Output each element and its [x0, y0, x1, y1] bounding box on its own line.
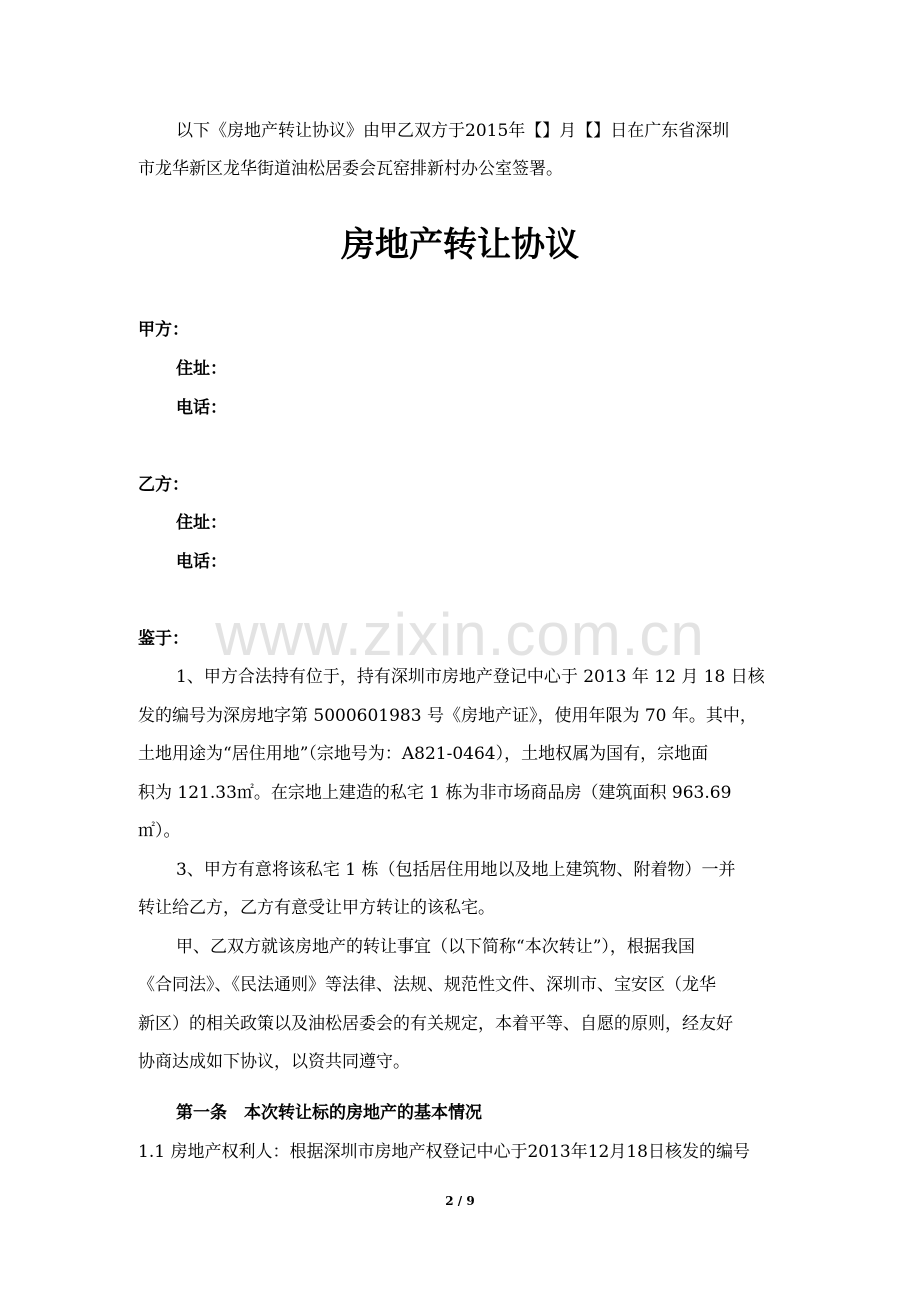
whereas-p1-line: 积为 121.33㎡。在宗地上建造的私宅 1 栋为非市场商品房（建筑面积 963.69 [138, 783, 732, 803]
whereas-p1-line: 1、甲方合法持有位于，持有深圳市房地产登记中心于 2013 年 12 月 18 日核 [176, 667, 765, 687]
whereas-p2-line: 3、甲方有意将该私宅 1 栋（包括居住用地以及地上建筑物、附着物）一并 [176, 860, 736, 880]
whereas-p3-line: 《合同法》、《民法通则》等法律、法规、规范性文件、深圳市、宝安区（龙华 [138, 975, 716, 995]
article-1-line-1: 1.1 房地产权利人：根据深圳市房地产权登记中心于2013年12月18日核发的编号 [138, 1142, 750, 1162]
whereas-label: 鉴于： [138, 629, 189, 649]
article-1-heading: 第一条 本次转让标的房地产的基本情况 [176, 1103, 482, 1123]
intro-line-2: 市龙华新区龙华街道油松居委会瓦窑排新村办公室签署。 [138, 159, 563, 179]
whereas-p1-line: 土地用途为“居住用地”（宗地号为：A821-0464），土地权属为国有，宗地面 [138, 744, 709, 764]
whereas-p3-line: 新区）的相关政策以及油松居委会的有关规定，本着平等、自愿的原则，经友好 [138, 1014, 733, 1034]
party-b-address: 住址： [176, 513, 227, 533]
party-b-phone: 电话： [176, 552, 227, 572]
party-b-label: 乙方： [138, 475, 189, 495]
page-number: 2 / 9 [445, 1194, 475, 1208]
party-a-phone: 电话： [176, 398, 227, 418]
whereas-p1-line: 发的编号为深房地字第 5000601983 号《房地产证》，使用年限为 70 年。其中， [138, 706, 757, 726]
party-a-label: 甲方： [138, 320, 189, 340]
whereas-p3-line: 甲、乙双方就该房地产的转让事宜（以下简称“本次转让”），根据我国 [176, 937, 695, 957]
whereas-p1-line: ㎡）。 [138, 821, 181, 841]
intro-line-1: 以下《房地产转让协议》由甲乙双方于2015年【】月【】日在广东省深圳 [176, 121, 730, 141]
party-a-address: 住址： [176, 359, 227, 379]
whereas-p2-line: 转让给乙方，乙方有意受让甲方转让的该私宅。 [138, 898, 495, 918]
whereas-p3-line: 协商达成如下协议，以资共同遵守。 [138, 1052, 410, 1072]
document-title: 房地产转让协议 [341, 225, 579, 265]
watermark: www.zixin.com.cn [215, 601, 705, 668]
